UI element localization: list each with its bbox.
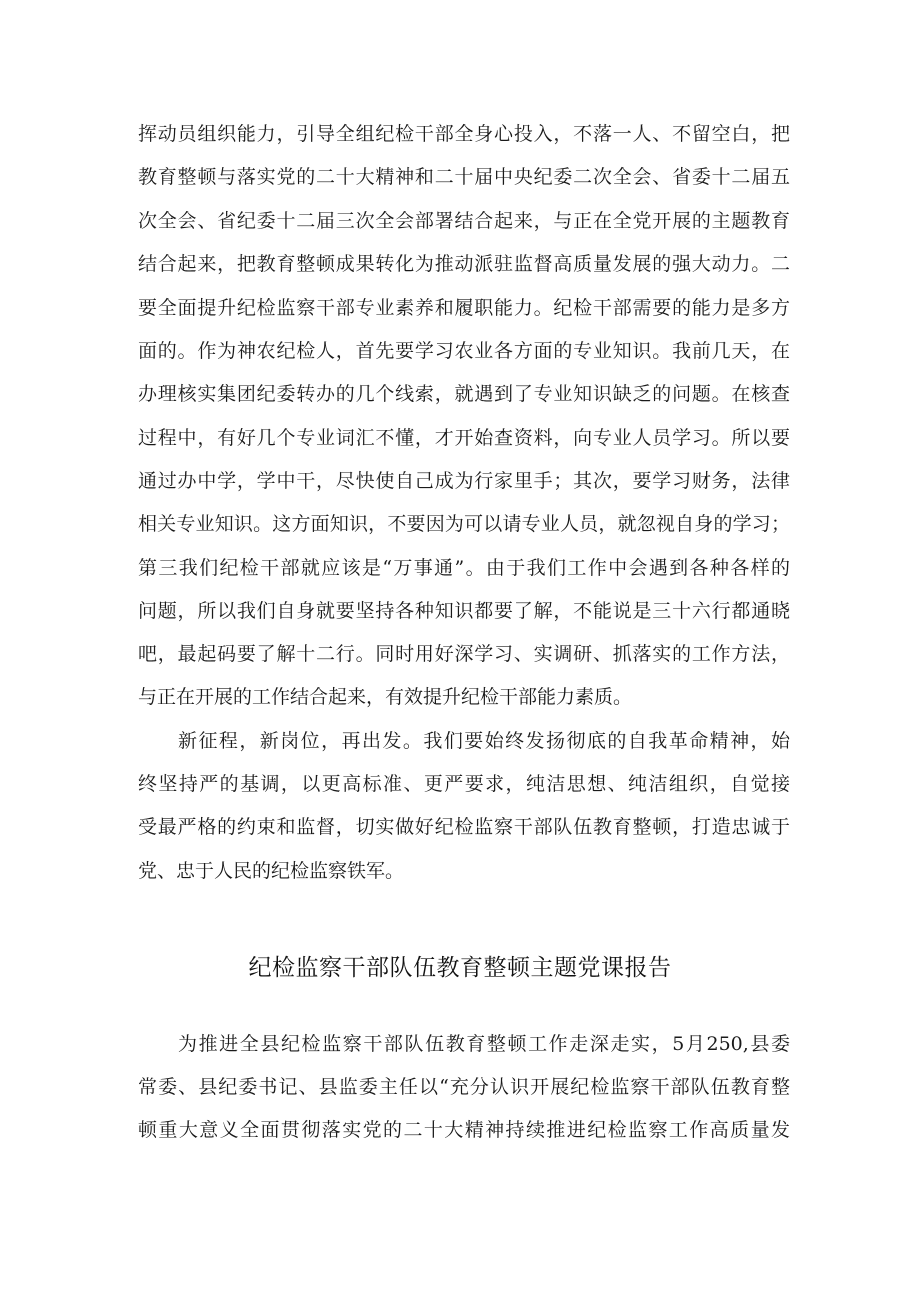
text-line: 过程中，有好几个专业词汇不懂，才开始查资料，向专业人员学习。所以要 xyxy=(138,427,790,449)
text-line: 为推进全县纪检监察干部队伍教育整顿工作走深走实，5月250,县委 xyxy=(178,1033,790,1055)
text-line: 吧，最起码要了解十二行。同时用好深学习、实调研、抓落实的工作方法， xyxy=(138,643,790,665)
section-heading: 纪检监察干部队伍教育整顿主题党课报告 xyxy=(248,955,672,981)
text-line: 受最严格的约束和监督，切实做好纪检监察干部队伍教育整顿，打造忠诚于 xyxy=(138,816,790,838)
text-line: 相关专业知识。这方面知识，不要因为可以请专业人员，就忽视自身的学习； xyxy=(138,513,790,535)
text-line: 顿重大意义全面贯彻落实党的二十大精神持续推进纪检监察工作高质量发 xyxy=(138,1119,790,1141)
text-line: 结合起来，把教育整顿成果转化为推动派驻监督高质量发展的强大动力。二 xyxy=(138,253,790,275)
text-line: 问题，所以我们自身就要坚持各种知识都要了解，不能说是三十六行都通晓 xyxy=(138,600,790,622)
text-line: 新征程，新岗位，再出发。我们要始终发扬彻底的自我革命精神，始 xyxy=(178,730,790,752)
text-line: 通过办中学，学中干，尽快使自己成为行家里手；其次，要学习财务，法律 xyxy=(138,470,790,492)
text-line: 第三我们纪检干部就应该是“万事通”。由于我们工作中会遇到各种各样的 xyxy=(138,557,790,579)
text-line: 办理核实集团纪委转办的几个线索，就遇到了专业知识缺乏的问题。在核查 xyxy=(138,383,790,405)
text-line: 党、忠于人民的纪检监察铁军。 xyxy=(138,860,405,882)
text-line: 常委、县纪委书记、县监委主任以“充分认识开展纪检监察干部队伍教育整 xyxy=(138,1076,790,1098)
text-line: 与正在开展的工作结合起来，有效提升纪检干部能力素质。 xyxy=(138,686,633,708)
text-line: 挥动员组织能力，引导全组纪检干部全身心投入，不落一人、不留空白，把 xyxy=(138,123,790,145)
text-line: 教育整顿与落实党的二十大精神和二十届中央纪委二次全会、省委十二届五 xyxy=(138,166,790,188)
text-line: 终坚持严的基调，以更高标准、更严要求，纯洁思想、纯洁组织，自觉接 xyxy=(138,773,790,795)
text-line: 要全面提升纪检监察干部专业素养和履职能力。纪检干部需要的能力是多方 xyxy=(138,297,790,319)
text-line: 面的。作为神农纪检人，首先要学习农业各方面的专业知识。我前几天，在 xyxy=(138,340,790,362)
text-line: 次全会、省纪委十二届三次全会部署结合起来，与正在全党开展的主题教育 xyxy=(138,210,790,232)
